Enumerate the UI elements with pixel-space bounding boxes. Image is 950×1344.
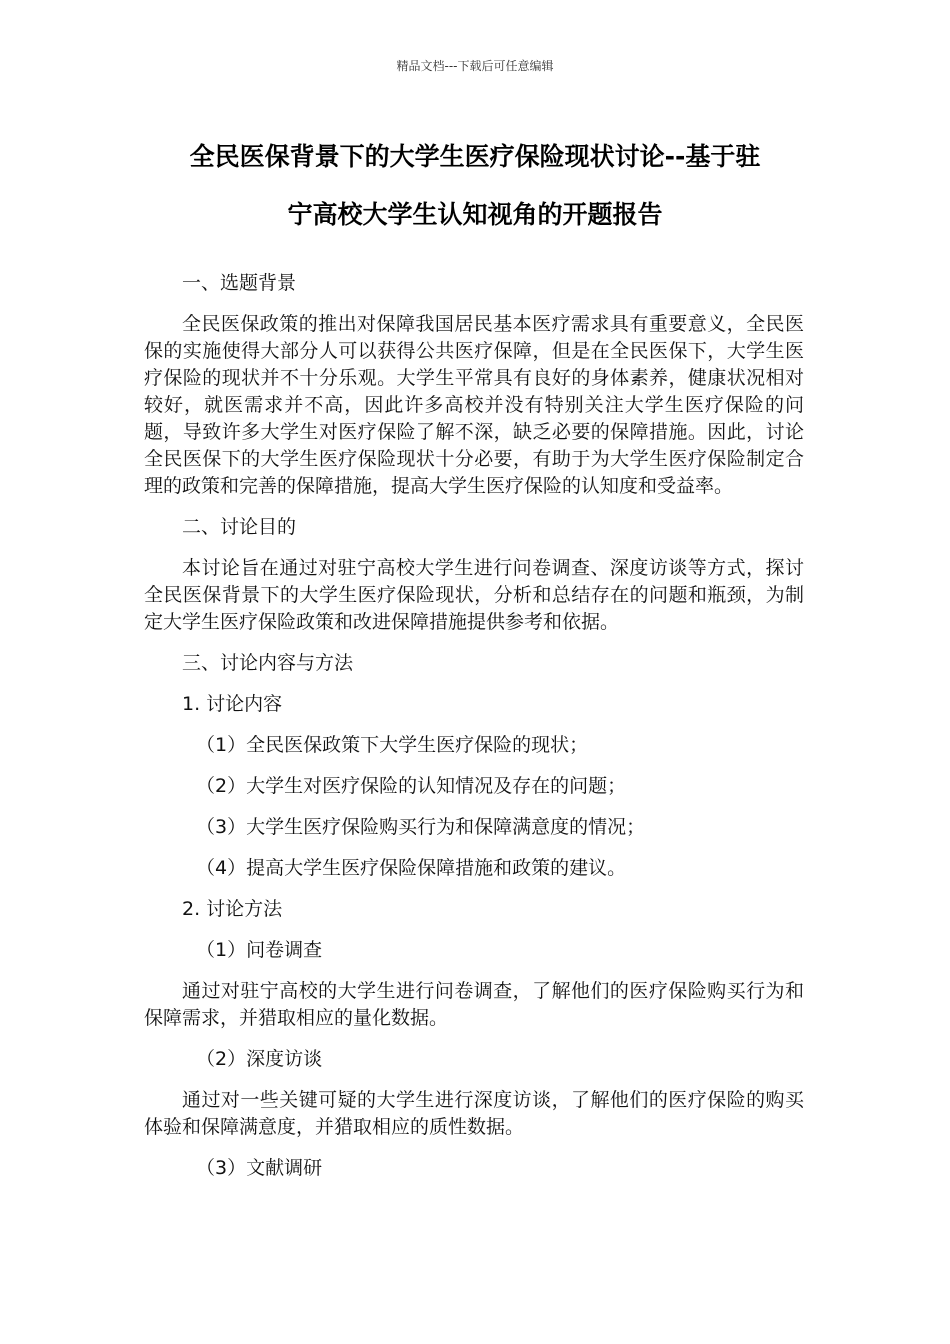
content-item-2: （2）大学生对医疗保险的认知情况及存在的问题； xyxy=(196,775,627,797)
document-body xyxy=(144,270,804,1182)
title-line-1: 全民医保背景下的大学生医疗保险现状讨论--基于驻 xyxy=(189,142,761,171)
paragraph-purpose: 本讨论旨在通过对驻宁高校大学生进行问卷调查、深度访谈等方式，探讨全民医保背景下的大学生医疗保险现状，分析和总结存在的问题和瓶颈，为制定大学生医疗保险政策和改进保障措施提供参考和依据。 xyxy=(144,557,804,633)
paragraph-interview: 通过对一些关键可疑的大学生进行深度访谈，了解他们的医疗保险的购买体验和保障满意度，并猎取相应的质性数据。 xyxy=(144,1089,804,1138)
content-item-1: （1）全民医保政策下大学生医疗保险的现状； xyxy=(196,734,589,756)
section-heading-background: 一、选题背景 xyxy=(182,272,297,294)
subheading-method: 2. 讨论方法 xyxy=(182,898,283,920)
content-item-3: （3）大学生医疗保险购买行为和保障满意度的情况； xyxy=(196,816,646,838)
header-note: 精品文档---下载后可任意编辑 xyxy=(396,59,554,73)
section-heading-purpose: 二、讨论目的 xyxy=(182,516,297,538)
method-heading-literature: （3）文献调研 xyxy=(196,1157,323,1179)
title-line-2: 宁高校大学生认知视角的开题报告 xyxy=(287,200,663,229)
subheading-content: 1. 讨论内容 xyxy=(182,693,283,715)
content-item-4: （4）提高大学生医疗保险保障措施和政策的建议。 xyxy=(196,857,627,879)
document-title xyxy=(142,128,808,244)
paragraph-questionnaire: 通过对驻宁高校的大学生进行问卷调查，了解他们的医疗保险购买行为和保障需求，并猎取相应的量化数据。 xyxy=(144,980,804,1029)
section-heading-content-method: 三、讨论内容与方法 xyxy=(182,652,354,674)
paragraph-background: 全民医保政策的推出对保障我国居民基本医疗需求具有重要意义，全民医保的实施使得大部分人可以获得公共医疗保障，但是在全民医保下，大学生医疗保险的现状并不十分乐观。大学生平常具有良好的身体素养，健康状况相对较好，就医需求并不高，因此许多高校并没有特别关注大学生医疗保险的问题，导致许多大学生对医疗保险了解不深，缺乏必要的保障措施。因此，讨论全民医保下的大学生医疗保险现状十分必要，有助于为大学生医疗保险制定合理的政策和完善的保障措施，提高大学生医疗保险的认知度和受益率。 xyxy=(144,313,804,497)
method-heading-questionnaire: （1）问卷调查 xyxy=(196,939,323,961)
method-heading-interview: （2）深度访谈 xyxy=(196,1048,323,1070)
